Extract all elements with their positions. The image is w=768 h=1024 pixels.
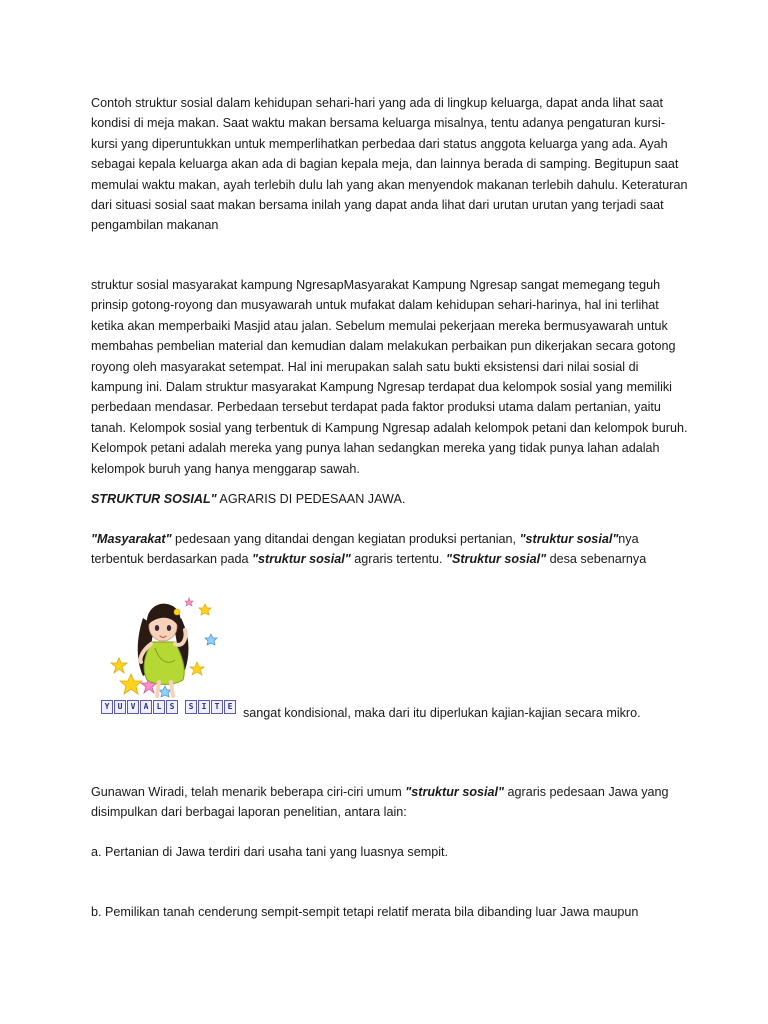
text-run: pedesaan yang ditandai dengan kegiatan produksi pertanian, [171,532,520,546]
emphasis-struktur-sosial: "struktur sosial" [519,532,619,546]
section-heading [91,489,691,509]
paragraph-masyarakat [91,529,691,570]
badge-letter: S [185,700,197,714]
paragraph-kondisional: sangat kondisional, maka dari itu diperlukan kajian-kajian secara mikro. [243,706,641,720]
girl-clipart-image [101,596,233,720]
badge-letter: I [198,700,210,714]
emphasis-struktur-sosial: "struktur sosial" [252,552,351,567]
paragraph-ngresap: struktur sosial masyarakat kampung NgresapMasyarakat Kampung Ngresap sangat memegang teguh prinsip gotong-royong dan musyawarah untuk mufakat dalam kehidupan sehari-harinya, hal ini terlihat ketika akan memperbaiki Masjid atau jalan. Sebelum memulai pekerjaan mereka bermusyawarah untuk membahas pembelian material dan kemudian dalam melakukan perbaikan pun dikerjakan secara gotong royong oleh masyarakat setempat. Hal ini merupakan salah satu bukti eksistensi dari nilai sosial di kampung ini. Dalam struktur masyarakat Kampung Ngresap terdapat dua kelompok sosial yang memiliki perbedaan mendasar. Perbedaan tersebut terdapat pada faktor produksi utama dalam pertanian, yaitu tanah. Kelompok sosial yang terbentuk di Kampung Ngresap adalah kelompok petani dan kelompok buruh. Kelompok petani adalah mereka yang punya lahan sedangkan mereka yang tidak punya lahan adalah kelompok buruh yang hanya menggarap sawah. [91,278,688,476]
text-run: desa sebenarnya [546,552,647,567]
text-run: nya terbentuk berdasarkan pada [91,532,639,567]
badge-letter: U [114,700,126,714]
emphasis-struktur-sosial: "Struktur sosial" [445,552,547,567]
text-run: Gunawan Wiradi, telah menarik beberapa ciri-ciri umum [91,785,406,799]
hair-flower [174,609,180,615]
emphasis-struktur-sosial: "struktur sosial" [405,785,505,799]
heading-emphasis: STRUKTUR SOSIAL" [91,492,217,506]
badge-gap [179,700,184,712]
paragraph-gunawan-wiradi [91,782,691,823]
dress [144,642,184,685]
badge-letter: A [140,700,152,714]
watermark-badge [101,700,236,714]
list-item-b: b. Pemilikan tanah cenderung sempit-sempit tetapi relatif merata bila dibanding luar Jawa maupun [91,905,639,919]
text-run: agraris pedesaan Jawa yang disimpulkan dari berbagai laporan penelitian, antara lain: [91,785,669,820]
badge-letter: Y [101,700,113,714]
list-item-a: a. Pertanian di Jawa terdiri dari usaha tani yang luasnya sempit. [91,845,449,859]
girl-with-stars-illustration [101,596,233,700]
badge-letter: L [153,700,165,714]
paragraph-family-example: Contoh struktur sosial dalam kehidupan sehari-hari yang ada di lingkup keluarga, dapat anda lihat saat kondisi di meja makan. Saat waktu makan bersama keluarga misalnya, tentu adanya pengaturan kursi-kursi yang diperuntukkan untuk memperlihatkan perbedaa dari status anggota keluarga yang ada. Ayah sebagai kepala keluarga akan ada di bagian kepala meja, dan lainnya berada di samping. Begitupun saat memulai waktu makan, ayah terlebih dulu lah yang akan menyendok makanan terlebih dahulu. Keteraturan dari situasi sosial saat makan bersama inilah yang dapat anda lihat dari urutan urutan yang terjadi saat pengambilan makanan [91,96,688,233]
badge-letter: S [166,700,178,714]
badge-letter: V [127,700,139,714]
text-run: agraris tertentu. [350,552,446,567]
heading-rest: AGRARIS DI PEDESAAN JAWA. [216,492,406,506]
badge-letter: T [211,700,223,714]
emphasis-masyarakat: "Masyarakat" [91,532,172,546]
badge-letter: E [224,700,236,714]
